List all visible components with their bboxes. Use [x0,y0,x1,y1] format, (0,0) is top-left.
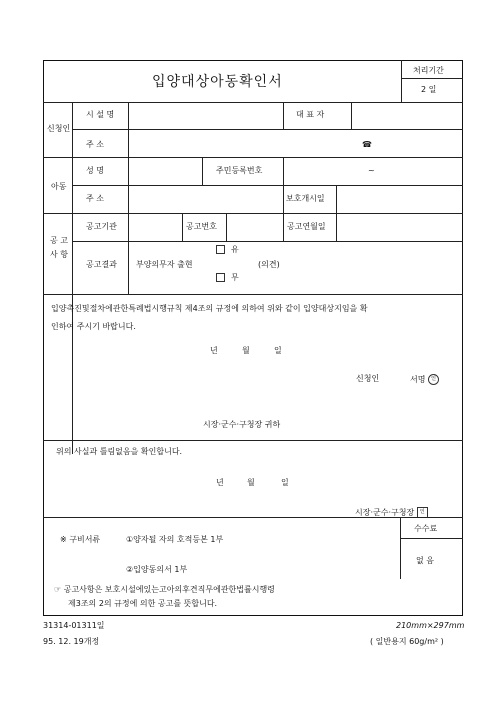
issuer-label: 시장·군수·구청장 인 [355,507,428,518]
confirmation-text: 위의 사실과 틀림없음을 확인합니다. [56,447,183,456]
notice-number-field[interactable] [228,215,281,237]
paper-type: ( 일반용지 60g/m² ) [370,637,444,646]
child-section-label: 아동 [51,182,67,191]
paper-size: 210mm×297mm [396,621,465,630]
fee-value: 없 음 [416,556,434,565]
obligor-label: 부양의무자 출현 [136,260,193,269]
form-title: 입양대상아동확인서 [152,74,283,90]
fee-label: 수수료 [414,524,438,533]
form-code: 31314-01311일 [43,621,105,630]
applicant-address-label: 주 소 [86,140,104,149]
notice-date-field[interactable] [338,215,460,237]
notice-section-label-2: 사 항 [50,250,68,259]
resident-no-label: 주민등록번호 [216,166,263,175]
phone-icon: ☎ [362,140,372,149]
option-no[interactable]: 무 [216,273,239,283]
revision-date: 95. 12. 19개정 [43,637,100,646]
option-yes[interactable]: 유 [216,245,239,255]
representative-field[interactable] [353,104,459,126]
processing-value: 2 일 [421,85,437,94]
confirmation-month: 월 [247,478,255,487]
applicant-address-field[interactable] [130,131,460,153]
note-line-2: 제3조의 2의 규정에 의한 공고를 뜻합니다. [68,599,218,608]
sign-seal-icon: 인 [428,374,439,385]
facility-name-field[interactable] [130,104,280,126]
child-name-label: 성 명 [86,166,104,175]
note-line-1: ☞ 공고사항은 보호시설에있는고아의후견직무에관한법률시행령 [54,585,275,594]
notice-section-label-1: 공 고 [50,236,68,245]
sign-label: 서명 인 [410,374,439,385]
statement-year: 년 [210,346,218,355]
notice-number-label: 공고번호 [186,222,217,231]
notice-result-label: 공고결과 [86,260,117,269]
child-address-field[interactable] [130,187,280,209]
notice-agency-field[interactable] [130,215,180,237]
child-name-field[interactable] [130,159,200,181]
representative-label: 대 표 자 [296,110,325,119]
protection-start-field[interactable] [338,187,460,209]
addressee: 시장·군수·구청장 귀하 [203,420,281,429]
required-doc-2: ②입양동의서 1부 [126,565,188,574]
statement-day: 일 [274,346,282,355]
required-docs-label: ※ 구비서류 [60,535,101,544]
notice-date-label: 공고연월일 [287,222,326,231]
processing-label: 처리기간 [413,66,444,75]
facility-name-label: 시 설 명 [86,110,115,119]
opinion-label: (의견) [258,260,280,269]
child-address-label: 주 소 [86,194,104,203]
resident-no-tilde: ~ [368,166,375,175]
required-doc-1: ①양자될 자의 호적등본 1부 [126,535,224,544]
confirmation-year: 년 [216,478,224,487]
statement-text: 입양촉진및절차에관한특례법시행규칙 제4조의 규정에 의하여 위와 같이 입양대상지임을 확 인하여 주시기 바랍니다. [51,304,368,331]
yes-checkbox[interactable] [216,245,225,254]
applicant-section-label: 신청인 [47,124,71,133]
no-checkbox[interactable] [216,273,225,282]
protection-start-label: 보호개시일 [286,194,325,203]
confirmation-day: 일 [281,478,289,487]
issuer-seal-icon: 인 [417,507,428,518]
applicant-sign-label: 신청인 [356,374,380,383]
notice-agency-label: 공고기관 [86,222,117,231]
statement-month: 월 [242,346,250,355]
